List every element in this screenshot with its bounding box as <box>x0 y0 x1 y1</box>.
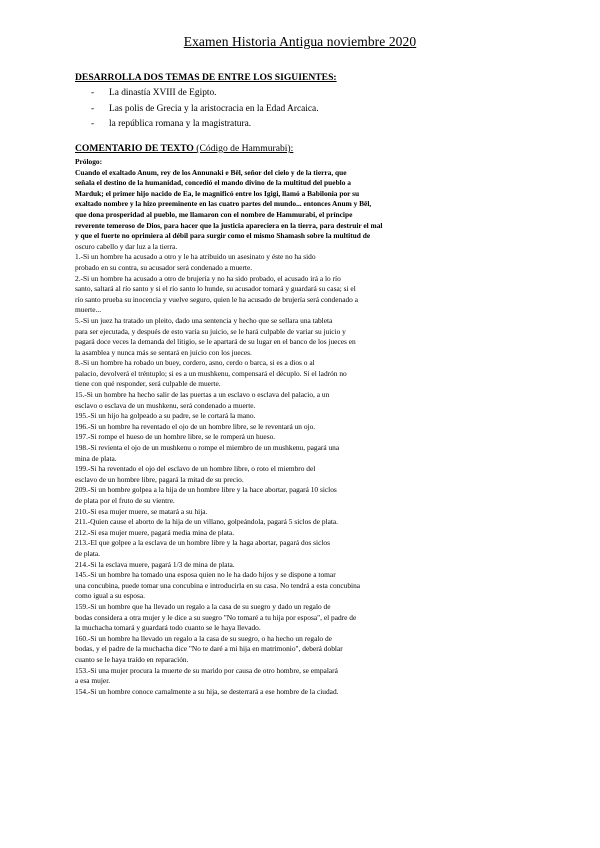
text-line: 195.-Si un hijo ha golpeado a su padre, se le cortará la mano. <box>75 411 256 421</box>
topic-text: la república romana y la magistratura. <box>109 119 252 130</box>
list-item <box>91 86 319 102</box>
text-line: bodas, y el padre de la muchacha dice "No te daré a mi hija en matrimonio", deberá doblar <box>75 644 343 654</box>
text-line: 2.-Si un hombre ha acusado a otro de brujería y no ha sido probado, el acusado irá a lo río <box>75 273 341 283</box>
text-line: 8.-Si un hombre ha robado un buey, cordero, asno, cerdo o barca, si es a dios o al <box>75 358 315 368</box>
commentary-heading-text: COMENTARIO DE TEXTO <box>75 143 194 154</box>
text-line: una concubina, puede tomar una concubina e introducirla en su casa. No tendrá a esta concubina <box>75 580 361 590</box>
text-line: 1.-Si un hombre ha acusado a otro y le ha atribuido un asesinato y éste no ha sido <box>75 252 316 262</box>
text-line: 15.-Si un hombre ha hecho salir de las puertas a un esclavo o esclava del palacio, a un <box>75 390 330 400</box>
commentary-heading-note: (Código de Hammurabi): <box>196 143 294 154</box>
text-line: que dona prosperidad al pueblo, me llamaron con el nombre de Hammurabi, el príncipe <box>75 209 353 219</box>
essays-heading-text: DESARROLLA DOS TEMAS DE ENTRE LOS SIGUIENTES: <box>75 72 337 83</box>
text-line: tiene con qué responder, será culpable de muerte. <box>75 379 221 389</box>
text-line: exaltado nombre y la hizo preeminente en las cuatro partes del mundo... entonces Anum y Bēl, <box>75 199 372 209</box>
text-line: la muchacha tomará y guardará todo cuanto se le haya llevado. <box>75 623 261 633</box>
text-line: de plata. <box>75 548 101 558</box>
text-line: 145.-Si un hombre ha tomado una esposa quien no le ha dado hijos y se dispone a tomar <box>75 570 336 580</box>
text-line: como igual a su esposa. <box>75 591 145 601</box>
text-line: 211.-Quien cause el aborto de la hija de un villano, golpeándola, pagará 5 siclos de plata. <box>75 517 339 527</box>
text-line: a esa mujer. <box>75 676 111 686</box>
text-line: oscuro cabello y dar luz a la tierra. <box>75 241 178 251</box>
text-line: 5.-Si un juez ha tratado un pleito, dado una sentencia y hecho que se sellara una tableta <box>75 315 333 325</box>
text-line: 209.-Si un hombre golpea a la hija de un hombre libre y la hace abortar, pagará 10 siclos <box>75 485 337 495</box>
text-line: esclavo de un hombre libre, pagará la mitad de su precio. <box>75 474 244 484</box>
text-line: bodas considera a otra mujer y le dice a su suegro "No tomaré a tu hija por esposa", el padre de <box>75 612 357 622</box>
section-heading-essays <box>75 72 337 83</box>
text-line: 159.-Si un hombre que ha llevado un regalo a la casa de su suegro y dado un regalo de <box>75 601 331 611</box>
text-line: Cuando el exaltado Anum, rey de los Annunaki e Bēl, señor del cielo y de la tierra, que <box>75 167 347 177</box>
list-dash: - <box>91 103 95 114</box>
text-line: reverente temeroso de Dios, para hacer que la justicia apareciera en la tierra, para destruir el mal <box>75 220 383 230</box>
text-line: de plata por el fruto de su vientre. <box>75 496 175 505</box>
text-line: río santo prueba su inocencia y vuelve seguro, quien le ha acusado de brujería será condenado a <box>75 294 358 304</box>
text-line: muerte... <box>75 305 102 315</box>
text-line: esclavo o esclava de un mushkenu, será condenado a muerte. <box>75 400 256 410</box>
text-line: señala el destino de la humanidad, concedió el mando divino de la multitud del pueblo a <box>75 178 351 188</box>
text-line: 154.-Si un hombre conoce carnalmente a su hija, se desterrará a ese hombre de la ciudad. <box>75 686 339 696</box>
text-line: la asamblea y nunca más se sentará en juicio con los jueces. <box>75 347 252 357</box>
text-line: probado en su contra, su acusador será condenado a muerte. <box>75 262 253 272</box>
essay-topic-list <box>91 86 319 133</box>
text-line: para ser ejecutada, y después de esto varía su juicio, se le hará culpable de variar su juicio y <box>75 326 346 336</box>
list-dash: - <box>91 88 95 98</box>
text-line: 199.-Si ha reventado el ojo del esclavo de un hombre libre, o roto el miembro del <box>75 464 316 474</box>
text-line: Marduk; el primer hijo nacido de Ea, le magnificó entre los Igigi, llamó a Babilonia por su <box>75 188 360 198</box>
text-line: 197.-Si rompe el hueso de un hombre libre, se le romperá un hueso. <box>75 432 276 442</box>
text-line: 196.-Si un hombre ha reventado el ojo de un hombre libre, se le reventará un ojo. <box>75 421 316 431</box>
text-line: mina de plata. <box>75 453 117 463</box>
page-title: Examen Historia Antigua noviembre 2020 <box>183 34 417 49</box>
text-line: 198.-Si revienta el ojo de un mushkenu o rompe el miembro de un mushkenu, pagará una <box>75 443 340 453</box>
text-line: 153.-Si una mujer procura la muerte de su marido por causa de otro hombre, se empalará <box>75 665 338 675</box>
text-line: palacio, devolverá el tréntuplo; si es a un mushkenu, compensará el décuplo. Si el ladrón no <box>75 368 347 378</box>
list-item <box>91 117 319 133</box>
commentary-text <box>75 157 537 697</box>
section-heading-commentary <box>75 143 293 154</box>
list-dash: - <box>91 119 95 130</box>
text-line: santo, saltará al río santo y si el río santo lo hunde, su acusador tomará y guardará su casa; si el <box>75 284 356 294</box>
text-line: 214.-Si la esclava muere, pagará 1/3 de mina de plata. <box>75 559 235 569</box>
text-line: 212.-Si esa mujer muere, pagará media mina de plata. <box>75 527 235 537</box>
topic-text: Las polis de Grecia y la aristocracia en la Edad Arcaica. <box>109 103 319 114</box>
text-line: 160.-Si un hombre ha llevado un regalo a la casa de su suegro, o ha hecho un regalo de <box>75 633 332 643</box>
text-line: 213.-El que golpee a la esclava de un hombre libre y la haga abortar, pagará dos siclos <box>75 538 330 548</box>
text-line: pagará doce veces la demanda del litigio, se le apartará de su lugar en el banco de los jueces en <box>75 337 356 347</box>
text-line: 210.-Si esa mujer muere, se matará a su hija. <box>75 506 208 516</box>
prologue-label: Prólogo: <box>75 157 103 166</box>
text-line: cuanto se le haya traído en reparación. <box>75 654 189 664</box>
list-item <box>91 102 319 118</box>
text-line: y que el fuerte no oprimiera al débil para surgir como el mismo Shamash sobre la multitud de <box>75 231 371 241</box>
topic-text: La dinastía XVIII de Egipto. <box>109 88 217 98</box>
